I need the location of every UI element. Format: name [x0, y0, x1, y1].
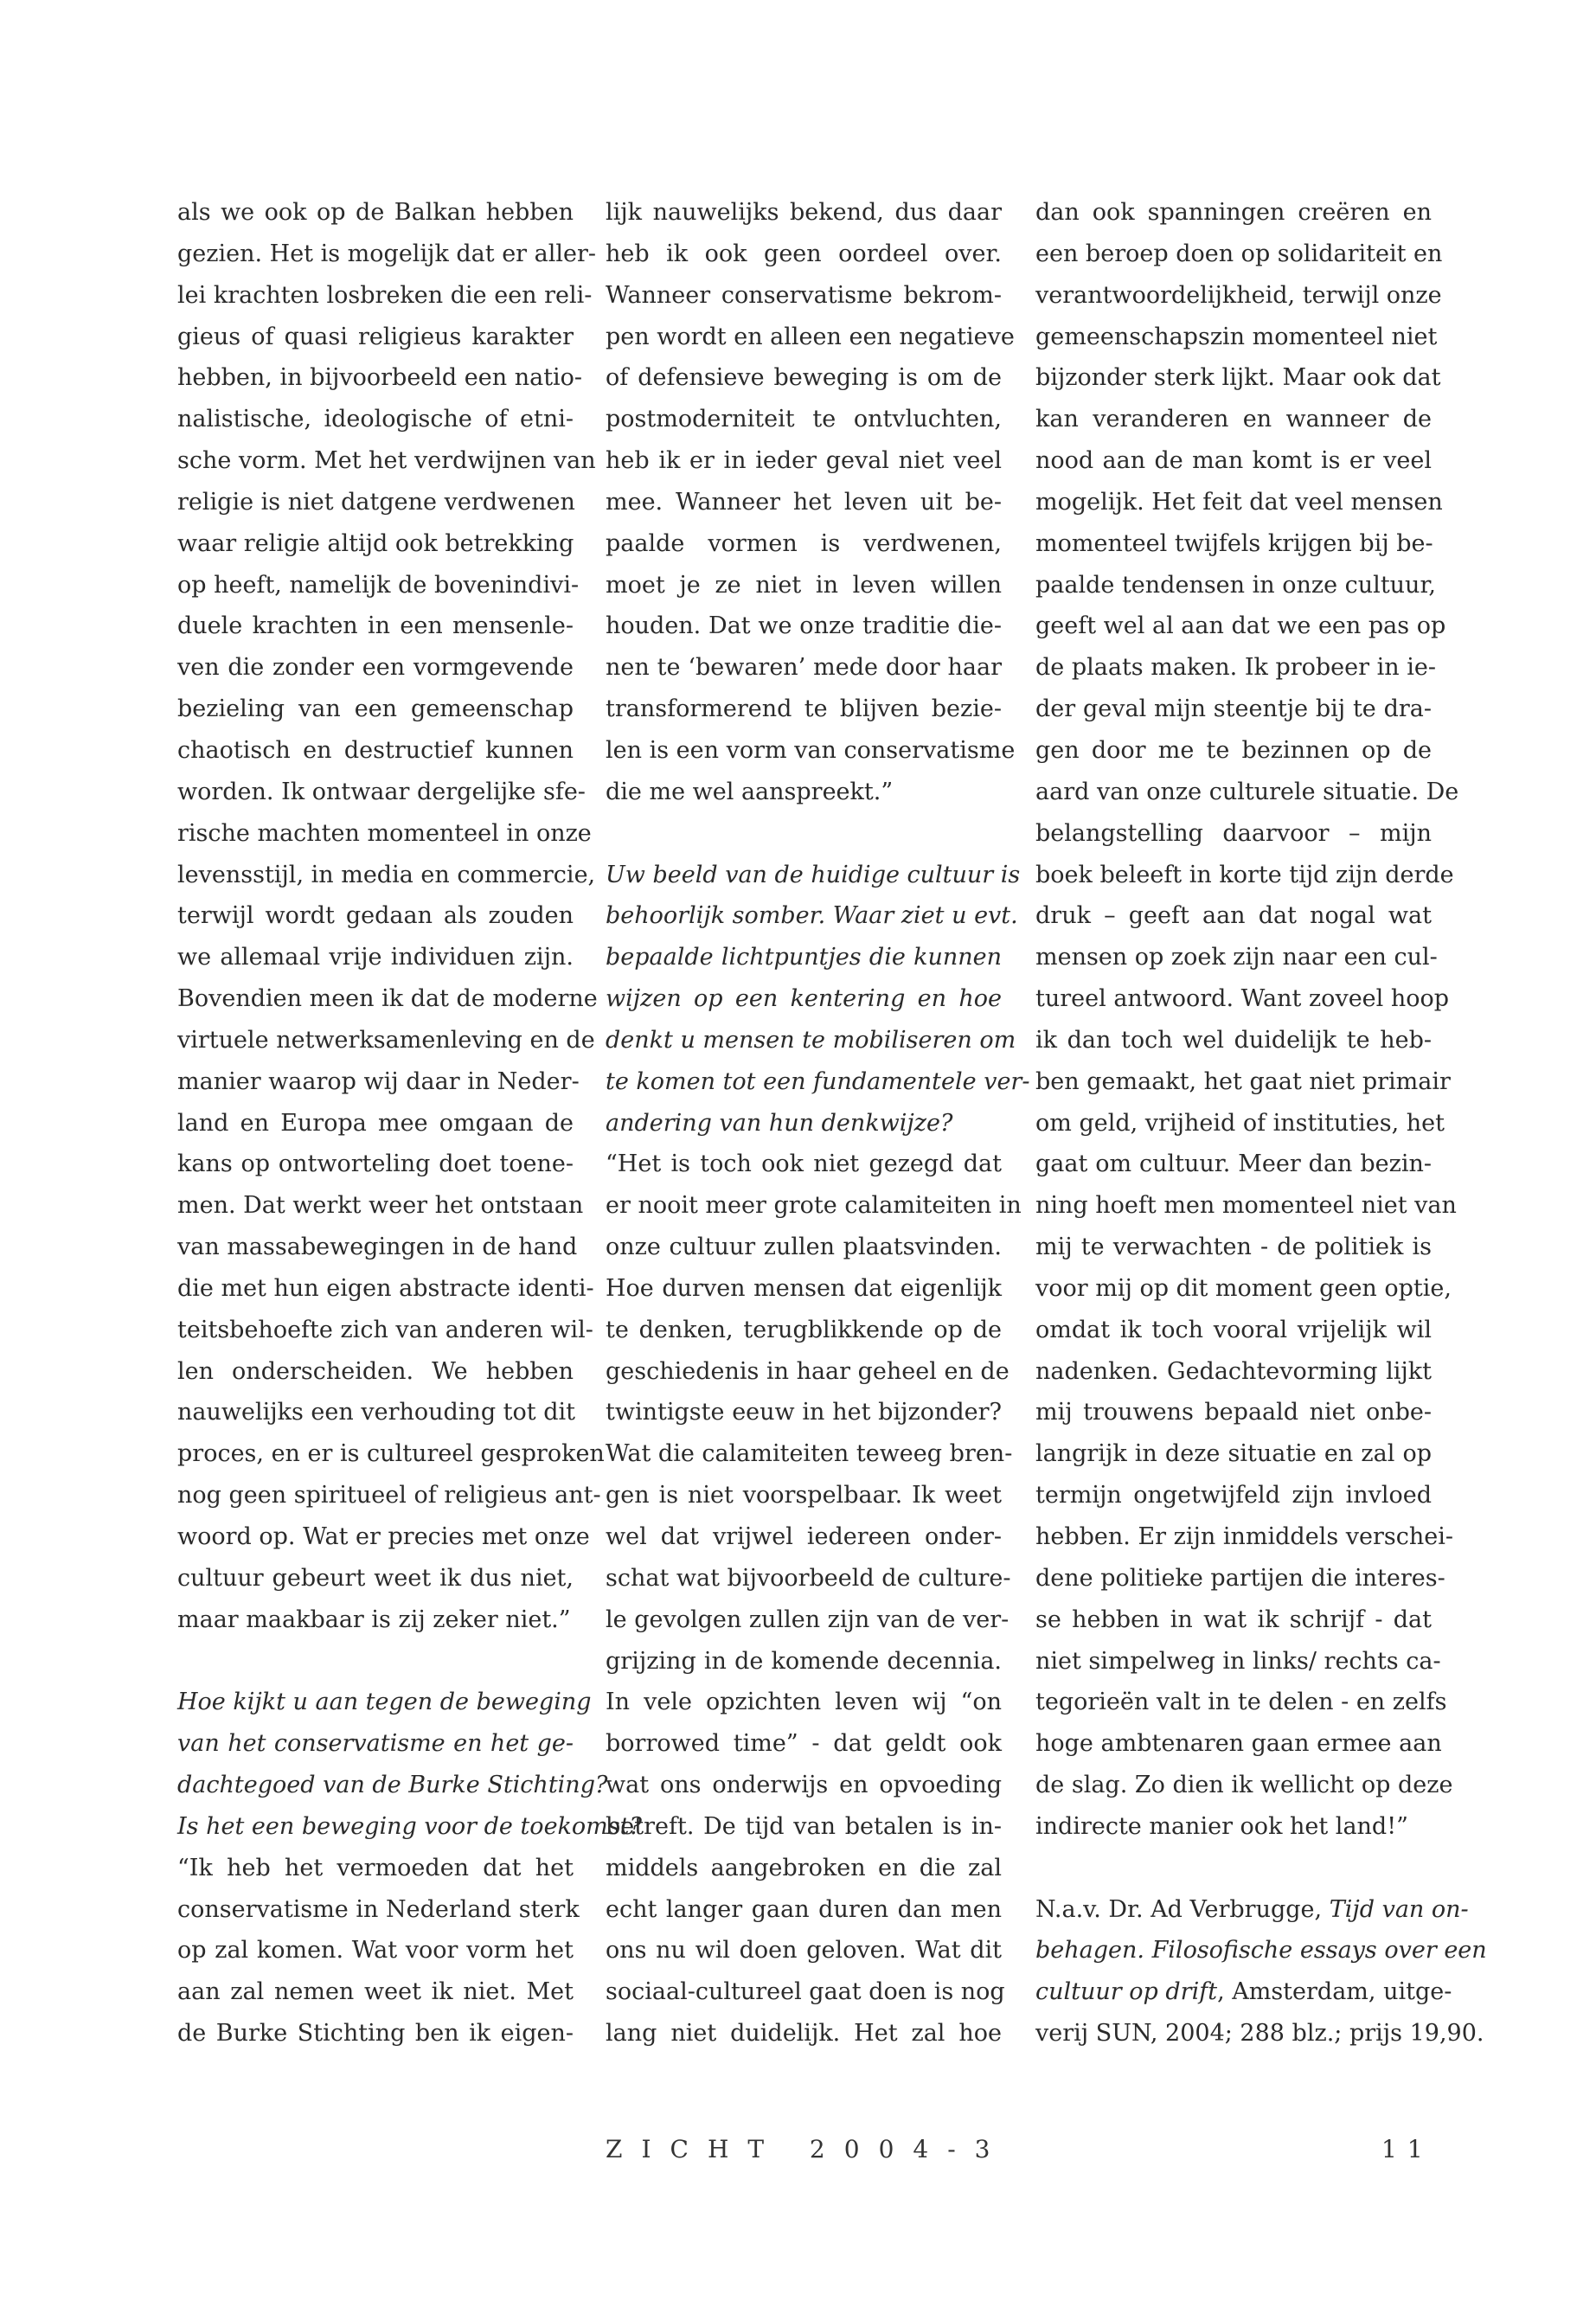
- text-line: tureel antwoord. Want zoveel hoop: [1035, 985, 1450, 1013]
- text-line: Is het een beweging voor de toekomst?: [177, 1812, 642, 1840]
- text-line: nood aan de man komt is er veel: [1035, 447, 1432, 475]
- text-line: verantwoordelijkheid, terwijl onze: [1035, 281, 1442, 309]
- text-line: transformerend te blijven bezie-: [606, 695, 1002, 723]
- paragraph: [606, 1144, 1022, 2054]
- text-line: termijn ongetwijfeld zijn invloed: [1035, 1482, 1432, 1509]
- text-line: om geld, vrijheid of instituties, het: [1035, 1109, 1445, 1137]
- text-line: manier waarop wij daar in Neder-: [177, 1067, 580, 1095]
- text-line: gezien. Het is mogelijk dat er aller-: [177, 240, 597, 267]
- text-line: der geval mijn steentje bij te dra-: [1035, 695, 1432, 723]
- text-line: heb ik er in ieder geval niet veel: [606, 447, 1002, 475]
- text-line: terwijl wordt gedaan als zouden: [177, 902, 574, 930]
- text-line: wat ons onderwijs en opvoeding: [606, 1772, 1002, 1799]
- text-line: proces, en er is cultureel gesproken: [177, 1440, 605, 1468]
- paragraph: [606, 192, 1016, 813]
- text-line: mogelijk. Het feit dat veel mensen: [1035, 488, 1443, 516]
- text-line: cultuur gebeurt weet ik dus niet,: [177, 1564, 574, 1592]
- text-line: mee. Wanneer het leven uit be-: [606, 488, 1002, 516]
- text-line: behoorlijk somber. Waar ziet u evt.: [606, 902, 1018, 930]
- text-line: worden. Ik ontwaar dergelijke sfe-: [177, 778, 586, 805]
- text-line: levensstijl, in media en commercie,: [177, 861, 596, 888]
- text-line: mij te verwachten - de politiek is: [1035, 1234, 1432, 1261]
- text-line: aan zal nemen weet ik niet. Met: [177, 1978, 574, 2006]
- text-line: op heeft, namelijk de bovenindivi-: [177, 571, 580, 599]
- text-line: nalistische, ideologische of etni-: [177, 406, 574, 433]
- text-line: er nooit meer grote calamiteiten in: [606, 1192, 1022, 1220]
- text-line: druk – geeft aan dat nogal wat: [1035, 902, 1432, 930]
- text-line: onze cultuur zullen plaatsvinden.: [606, 1234, 1002, 1261]
- text-line: In vele opzichten leven wij “on: [606, 1689, 1002, 1716]
- text-line: postmoderniteit te ontvluchten,: [606, 406, 1002, 433]
- text-line: hebben, in bijvoorbeeld een natio-: [177, 364, 583, 392]
- text-line: maar maakbaar is zij zeker niet.”: [177, 1606, 571, 1633]
- paragraph-gap: [606, 813, 1002, 855]
- text-line: gaat om cultuur. Meer dan bezin-: [1035, 1150, 1432, 1178]
- text-line: grijzing in de komende decennia.: [606, 1647, 1002, 1675]
- text-line: conservatisme in Nederland sterk: [177, 1895, 580, 1923]
- text-line: indirecte manier ook het land!”: [1035, 1812, 1408, 1840]
- text-line: belangstelling daarvoor – mijn: [1035, 819, 1432, 847]
- text-line: hebben. Er zijn inmiddels verschei-: [1035, 1523, 1453, 1550]
- text-line: wel dat vrijwel iedereen onder-: [606, 1523, 1002, 1550]
- text-line: momenteel twijfels krijgen bij be-: [1035, 529, 1433, 557]
- text-line: ben gemaakt, het gaat niet primair: [1035, 1067, 1451, 1095]
- text-line: gieus of quasi religieus karakter: [177, 323, 574, 350]
- text-line: nadenken. Gedachtevorming lijkt: [1035, 1357, 1432, 1385]
- interview-question: [177, 1682, 642, 1847]
- text-line: gemeenschapszin momenteel niet: [1035, 323, 1438, 350]
- text-line: religie is niet datgene verdwenen: [177, 488, 575, 516]
- text-line: ons nu wil doen geloven. Wat dit: [606, 1937, 1002, 1965]
- text-line: van het conservatisme en het ge-: [177, 1730, 574, 1758]
- text-line: andering van hun denkwijze?: [606, 1109, 953, 1137]
- text-line: lang niet duidelijk. Het zal hoe: [606, 2020, 1002, 2048]
- text-line: mij trouwens bepaald niet onbe-: [1035, 1399, 1432, 1426]
- text-line: paalde tendensen in onze cultuur,: [1035, 571, 1436, 599]
- text-line: waar religie altijd ook betrekking: [177, 529, 574, 557]
- text-line: een beroep doen op solidariteit en: [1035, 240, 1443, 267]
- text-line: de plaats maken. Ik probeer in ie-: [1035, 654, 1436, 682]
- text-line: nen te ‘bewaren’ mede door haar: [606, 654, 1002, 682]
- text-line: niet simpelweg in links/ rechts ca-: [1035, 1647, 1441, 1675]
- text-line: aard van onze culturele situatie. De: [1035, 778, 1459, 805]
- text-line: houden. Dat we onze traditie die-: [606, 612, 1002, 640]
- text-line: betreft. De tijd van betalen is in-: [606, 1812, 1002, 1840]
- text-line: Bovendien meen ik dat de moderne: [177, 985, 598, 1013]
- text-line: denkt u mensen te mobiliseren om: [606, 1026, 1016, 1054]
- book-reference: [1035, 1889, 1487, 2054]
- text-line: bezieling van een gemeenschap: [177, 695, 574, 723]
- text-line: Hoe durven mensen dat eigenlijk: [606, 1274, 1002, 1302]
- paragraph: [1035, 192, 1459, 1848]
- text-column-3: [1035, 192, 1487, 2054]
- text-line: land en Europa mee omgaan de: [177, 1109, 574, 1137]
- text-line: de slag. Zo dien ik wellicht op deze: [1035, 1772, 1453, 1799]
- text-line: chaotisch en destructief kunnen: [177, 736, 574, 764]
- text-line: middels aangebroken en die zal: [606, 1854, 1002, 1881]
- paragraph: [177, 192, 605, 1641]
- page-number: 11: [1381, 2135, 1433, 2163]
- italic-title-segment: behagen. Filosofische essays over een: [1035, 1937, 1487, 1965]
- text-line: echt langer gaan duren dan men: [606, 1895, 1002, 1923]
- text-line: omdat ik toch vooral vrijelijk wil: [1035, 1316, 1432, 1343]
- text-line: of defensieve beweging is om de: [606, 364, 1002, 392]
- text-line: [1035, 1930, 1487, 1971]
- text-line: gen door me te bezinnen op de: [1035, 736, 1432, 764]
- text-line: de Burke Stichting ben ik eigen-: [177, 2020, 574, 2048]
- text-line: se hebben in wat ik schrijf - dat: [1035, 1606, 1432, 1633]
- text-line: op zal komen. Wat voor vorm het: [177, 1937, 574, 1965]
- text-line: “Ik heb het vermoeden dat het: [177, 1854, 574, 1881]
- footer-journal-title: ZICHT 2004-3: [606, 2135, 1010, 2163]
- text-line: le gevolgen zullen zijn van de ver-: [606, 1606, 1010, 1633]
- text-line: pen wordt en alleen een negatieve: [606, 323, 1015, 350]
- text-line: men. Dat werkt weer het ontstaan: [177, 1192, 584, 1220]
- text-line: ven die zonder een vormgevende: [177, 654, 574, 682]
- text-line: mensen op zoek zijn naar een cul-: [1035, 944, 1438, 971]
- text-line: lijk nauwelijks bekend, dus daar: [606, 199, 1002, 226]
- text-line: sche vorm. Met het verdwijnen van: [177, 447, 596, 475]
- text-line: Wat die calamiteiten teweeg bren-: [606, 1440, 1013, 1468]
- text-line: “Het is toch ook niet gezegd dat: [606, 1150, 1002, 1178]
- text-line: nauwelijks een verhouding tot dit: [177, 1399, 575, 1426]
- paragraph: [177, 1848, 580, 2054]
- text-line: len is een vorm van conservatisme: [606, 736, 1016, 764]
- text-line: wijzen op een kentering en hoe: [606, 985, 1002, 1013]
- text-segment: N.a.v. Dr. Ad Verbrugge,: [1035, 1895, 1330, 1923]
- text-line: geschiedenis in haar geheel en de: [606, 1357, 1010, 1385]
- text-line: die me wel aanspreekt.”: [606, 778, 894, 805]
- italic-title-segment: cultuur op drift: [1035, 1978, 1218, 2006]
- text-line: paalde vormen is verdwenen,: [606, 529, 1002, 557]
- text-line: te denken, terugblikkende op de: [606, 1316, 1002, 1343]
- text-line: gen is niet voorspelbaar. Ik weet: [606, 1482, 1002, 1509]
- text-segment: verij SUN, 2004; 288 blz.; prijs 19,90.: [1035, 2020, 1484, 2048]
- text-line: als we ook op de Balkan hebben: [177, 199, 574, 226]
- text-line: heb ik ook geen oordeel over.: [606, 240, 1002, 267]
- text-line: Wanneer conservatisme bekrom-: [606, 281, 1002, 309]
- text-line: sociaal-cultureel gaat doen is nog: [606, 1978, 1005, 2006]
- paragraph-gap: [1035, 1848, 1432, 1889]
- text-line: dachtegoed van de Burke Stichting?: [177, 1772, 608, 1799]
- text-line: lei krachten losbreken die een reli-: [177, 281, 593, 309]
- text-line: voor mij op dit moment geen optie,: [1035, 1274, 1452, 1302]
- text-line: nog geen spiritueel of religieus ant-: [177, 1482, 601, 1509]
- text-line: dan ook spanningen creëren en: [1035, 199, 1432, 226]
- text-line: geeft wel al aan dat we een pas op: [1035, 612, 1446, 640]
- text-line: bepaalde lichtpuntjes die kunnen: [606, 944, 1002, 971]
- text-line: dene politieke partijen die interes-: [1035, 1564, 1445, 1592]
- text-line: schat wat bijvoorbeeld de culture-: [606, 1564, 1011, 1592]
- text-line: kan veranderen en wanneer de: [1035, 406, 1432, 433]
- text-column-2: [606, 192, 1030, 2054]
- text-line: hoge ambtenaren gaan ermee aan: [1035, 1730, 1442, 1758]
- text-segment: , Amsterdam, uitge-: [1217, 1978, 1452, 2006]
- text-line: [1035, 2013, 1484, 2054]
- text-line: len onderscheiden. We hebben: [177, 1357, 574, 1385]
- text-line: tegorieën valt in te delen - en zelfs: [1035, 1689, 1447, 1716]
- text-line: [1035, 1889, 1469, 1931]
- text-line: [1035, 1971, 1452, 2013]
- italic-title-segment: Tijd van on-: [1329, 1895, 1469, 1923]
- text-line: kans op ontworteling doet toene-: [177, 1150, 574, 1178]
- text-line: boek beleeft in korte tijd zijn derde: [1035, 861, 1454, 888]
- text-line: ik dan toch wel duidelijk te heb-: [1035, 1026, 1432, 1054]
- text-column-1: [177, 192, 642, 2054]
- text-line: borrowed time” - dat geldt ook: [606, 1730, 1002, 1758]
- text-line: virtuele netwerksamenleving en de: [177, 1026, 595, 1054]
- text-line: Hoe kijkt u aan tegen de beweging: [177, 1689, 592, 1716]
- text-line: we allemaal vrije individuen zijn.: [177, 944, 574, 971]
- text-line: moet je ze niet in leven willen: [606, 571, 1002, 599]
- text-line: die met hun eigen abstracte identi-: [177, 1274, 594, 1302]
- text-line: van massabewegingen in de hand: [177, 1234, 578, 1261]
- text-line: duele krachten in een mensenle-: [177, 612, 574, 640]
- interview-question: [606, 855, 1030, 1144]
- text-line: teitsbehoefte zich van anderen wil-: [177, 1316, 593, 1343]
- text-line: ning hoeft men momenteel niet van: [1035, 1192, 1457, 1220]
- text-line: langrijk in deze situatie en zal op: [1035, 1440, 1432, 1468]
- text-line: woord op. Wat er precies met onze: [177, 1523, 590, 1550]
- text-line: twintigste eeuw in het bijzonder?: [606, 1399, 1002, 1426]
- text-line: bijzonder sterk lijkt. Maar ook dat: [1035, 364, 1441, 392]
- text-line: te komen tot een fundamentele ver-: [606, 1067, 1030, 1095]
- text-line: rische machten momenteel in onze: [177, 819, 592, 847]
- text-line: Uw beeld van de huidige cultuur is: [606, 861, 1021, 888]
- paragraph-gap: [177, 1641, 574, 1682]
